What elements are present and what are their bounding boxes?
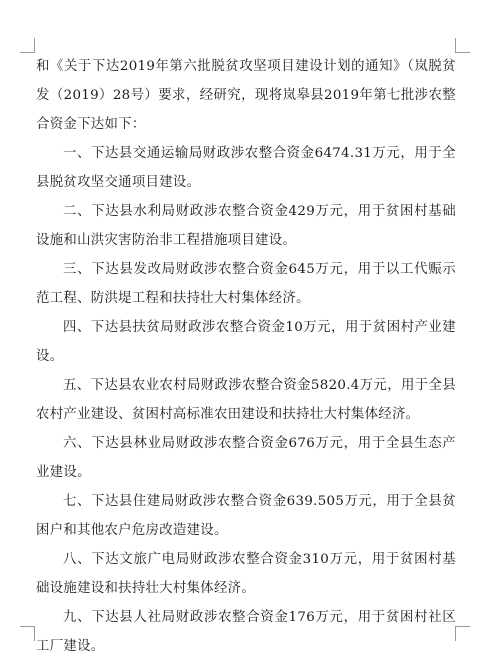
crop-mark-bottom-left bbox=[20, 626, 35, 641]
document-body bbox=[36, 52, 456, 661]
item-water-resources: 二、下达县水利局财政涉农整合资金429万元，用于贫困村基础设施和山洪灾害防治非工程措施项目建设。 bbox=[36, 204, 456, 248]
crop-mark-top-left bbox=[20, 38, 35, 53]
item-development-reform: 三、下达县发改局财政涉农整合资金645万元，用于以工代赈示范工程、防洪堤工程和扶持壮大村集体经济。 bbox=[36, 262, 456, 306]
item-forestry: 六、下达县林业局财政涉农整合资金676万元，用于全县生态产业建设。 bbox=[36, 436, 456, 480]
crop-mark-top-right bbox=[455, 38, 470, 53]
crop-mark-bottom-right bbox=[455, 626, 470, 641]
item-culture-tourism: 八、下达文旅广电局财政涉农整合资金310万元，用于贫困村基础设施建设和扶持壮大村集体经济。 bbox=[36, 552, 456, 596]
intro-paragraph: 和《关于下达2019年第六批脱贫攻坚项目建设计划的通知》（岚脱贫发（2019）28号）要求，经研究，现将岚皋县2019年第七批涉农整合资金下达如下： bbox=[36, 59, 456, 132]
item-poverty-alleviation: 四、下达县扶贫局财政涉农整合资金10万元，用于贫困村产业建设。 bbox=[36, 320, 456, 364]
item-agriculture: 五、下达县农业农村局财政涉农整合资金5820.4万元，用于全县农村产业建设、贫困村高标准农田建设和扶持壮大村集体经济。 bbox=[36, 378, 456, 422]
item-transport: 一、下达县交通运输局财政涉农整合资金6474.31万元，用于全县脱贫攻坚交通项目建设。 bbox=[36, 146, 456, 190]
item-housing: 七、下达县住建局财政涉农整合资金639.505万元，用于全县贫困户和其他农户危房改造建设。 bbox=[36, 494, 456, 538]
item-human-resources: 九、下达县人社局财政涉农整合资金176万元，用于贫困村社区工厂建设。 bbox=[36, 610, 456, 654]
